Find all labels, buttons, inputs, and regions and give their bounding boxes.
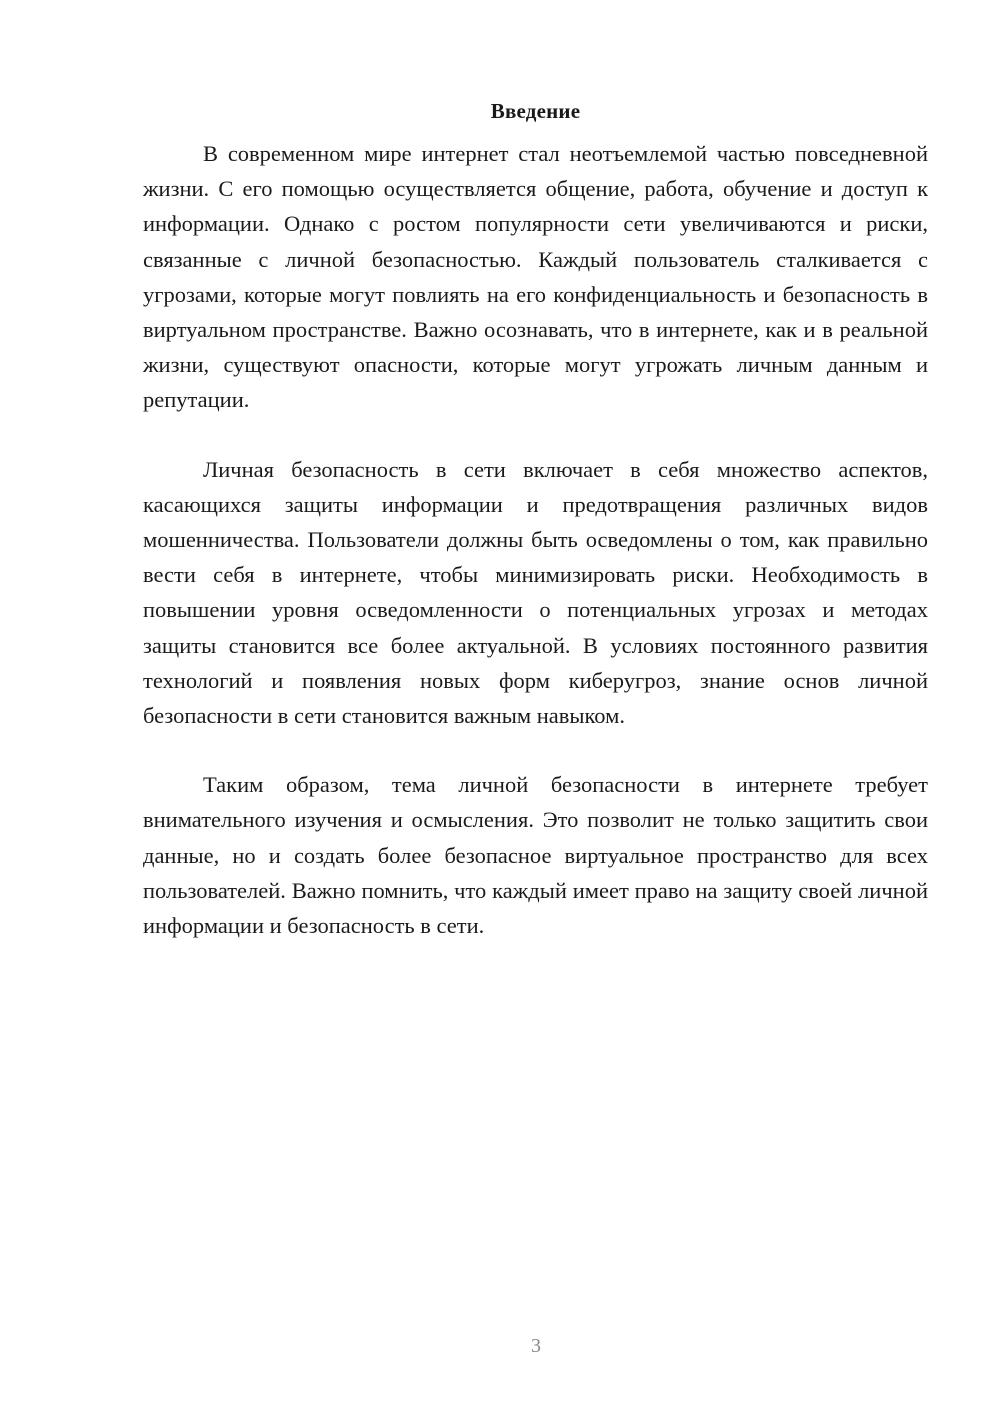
page-number: 3 bbox=[531, 1335, 541, 1357]
section-title: Введение bbox=[490, 99, 581, 123]
paragraph-1: В современном мире интернет стал неотъемлемой частью повседневной жизни. С его помощью осуществляется общение, работа, обучение и доступ к информации. Однако с ростом популярности сети увеличиваются и риски, связанные с личной безопасностью. Каждый пользователь сталкивается с угрозами, которые могут повлиять на его конфиденциальность и безопасность в виртуальном пространстве. Важно осознавать, что в интернете, как и в реальной жизни, существуют опасности, которые могут угрожать личным данным и репутации. bbox=[143, 141, 928, 413]
page-content bbox=[143, 96, 928, 977]
paragraph-3: Таким образом, тема личной безопасности в интернете требует внимательного изучения и осмысления. Это позволит не только защитить свои данные, но и создать более безопасное виртуальное пространство для всех пользователей. Важно помнить, что каждый имеет право на защиту своей личной информации и безопасность в сети. bbox=[143, 772, 928, 939]
paragraph-2: Личная безопасность в сети включает в себя множество аспектов, касающихся защиты информации и предотвращения различных видов мошенничества. Пользователи должны быть осведомлены о том, как правильно вести себя в интернете, чтобы минимизировать риски. Необходимость в повышении уровня осведомленности о потенциальных угрозах и методах защиты становится все более актуальной. В условиях постоянного развития технологий и появления новых форм киберугроз, знание основ личной безопасности в сети становится важным навыком. bbox=[143, 456, 928, 729]
